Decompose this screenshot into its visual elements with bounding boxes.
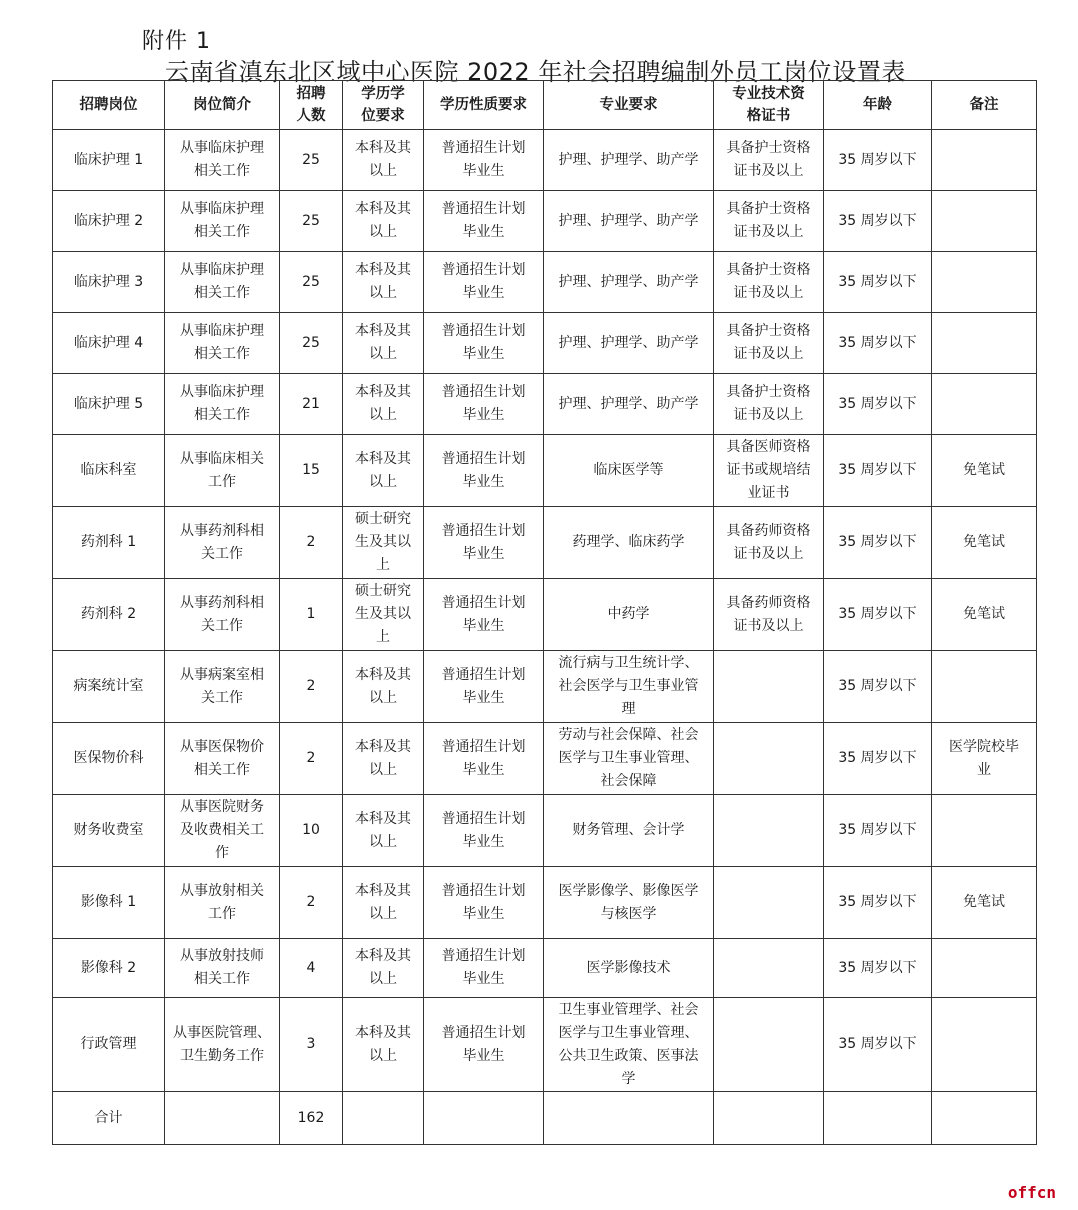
table-cell: 护理、护理学、助产学 <box>544 374 714 435</box>
table-cell: 普通招生计划 毕业生 <box>424 374 544 435</box>
table-cell <box>714 795 824 867</box>
table-cell: 本科及其 以上 <box>343 130 424 191</box>
table-cell <box>932 252 1037 313</box>
header-cell: 专业要求 <box>544 81 714 130</box>
table-cell: 从事临床护理 相关工作 <box>165 313 280 374</box>
table-cell: 从事临床护理 相关工作 <box>165 252 280 313</box>
table-cell: 普通招生计划 毕业生 <box>424 435 544 507</box>
table-row <box>53 939 1037 998</box>
table-cell: 本科及其 以上 <box>343 795 424 867</box>
table-cell: 临床护理 3 <box>53 252 165 313</box>
table-cell: 劳动与社会保障、社会 医学与卫生事业管理、 社会保障 <box>544 723 714 795</box>
table-cell: 具备护士资格 证书及以上 <box>714 252 824 313</box>
table-cell: 35 周岁以下 <box>824 130 932 191</box>
table-row <box>53 313 1037 374</box>
table-cell: 1 <box>280 579 343 651</box>
table-cell <box>932 374 1037 435</box>
table-cell: 25 <box>280 130 343 191</box>
table-row <box>53 867 1037 939</box>
table-cell: 普通招生计划 毕业生 <box>424 867 544 939</box>
table-cell <box>714 651 824 723</box>
table-cell: 财务管理、会计学 <box>544 795 714 867</box>
header-cell: 岗位简介 <box>165 81 280 130</box>
table-cell: 从事临床相关 工作 <box>165 435 280 507</box>
table-cell: 护理、护理学、助产学 <box>544 252 714 313</box>
watermark-logo: offcn <box>1007 1183 1056 1202</box>
table-cell: 护理、护理学、助产学 <box>544 191 714 252</box>
table-cell: 2 <box>280 651 343 723</box>
table-cell: 具备护士资格 证书及以上 <box>714 313 824 374</box>
table-cell: 本科及其 以上 <box>343 313 424 374</box>
table-cell: 临床科室 <box>53 435 165 507</box>
table-cell: 从事放射相关 工作 <box>165 867 280 939</box>
table-cell: 从事放射技师 相关工作 <box>165 939 280 998</box>
table-cell <box>932 651 1037 723</box>
header-cell: 专业技术资 格证书 <box>714 81 824 130</box>
table-row <box>53 507 1037 579</box>
table-cell: 护理、护理学、助产学 <box>544 313 714 374</box>
table-cell: 15 <box>280 435 343 507</box>
table-row <box>53 191 1037 252</box>
table-cell: 具备护士资格 证书及以上 <box>714 130 824 191</box>
table-cell: 从事药剂科相 关工作 <box>165 579 280 651</box>
table-row <box>53 579 1037 651</box>
table-row <box>53 795 1037 867</box>
header-cell: 招聘 人数 <box>280 81 343 130</box>
table-cell: 35 周岁以下 <box>824 313 932 374</box>
table-cell: 普通招生计划 毕业生 <box>424 795 544 867</box>
table-cell: 从事医保物价 相关工作 <box>165 723 280 795</box>
table-cell: 临床护理 2 <box>53 191 165 252</box>
header-cell: 备注 <box>932 81 1037 130</box>
table-cell <box>714 998 824 1092</box>
table-cell: 本科及其 以上 <box>343 867 424 939</box>
table-cell: 中药学 <box>544 579 714 651</box>
table-row <box>53 435 1037 507</box>
table-cell: 35 周岁以下 <box>824 723 932 795</box>
table-cell: 35 周岁以下 <box>824 435 932 507</box>
table-cell: 具备护士资格 证书及以上 <box>714 374 824 435</box>
table-cell: 普通招生计划 毕业生 <box>424 998 544 1092</box>
table-cell: 本科及其 以上 <box>343 435 424 507</box>
positions-table <box>52 80 1037 1145</box>
table-cell: 35 周岁以下 <box>824 998 932 1092</box>
table-cell <box>714 939 824 998</box>
table-cell: 卫生事业管理学、社会 医学与卫生事业管理、 公共卫生政策、医事法 学 <box>544 998 714 1092</box>
table-cell <box>932 1092 1037 1145</box>
table-cell: 普通招生计划 毕业生 <box>424 191 544 252</box>
table-cell: 合计 <box>53 1092 165 1145</box>
table-cell: 流行病与卫生统计学、 社会医学与卫生事业管 理 <box>544 651 714 723</box>
table-cell <box>424 1092 544 1145</box>
table-cell: 从事医院管理、 卫生勤务工作 <box>165 998 280 1092</box>
table-cell: 本科及其 以上 <box>343 374 424 435</box>
table-cell <box>932 998 1037 1092</box>
table-cell: 普通招生计划 毕业生 <box>424 130 544 191</box>
table-cell <box>544 1092 714 1145</box>
table-cell: 普通招生计划 毕业生 <box>424 313 544 374</box>
table-cell: 2 <box>280 723 343 795</box>
attachment-label: 附件 1 <box>142 29 211 54</box>
table-cell: 药理学、临床药学 <box>544 507 714 579</box>
table-cell: 本科及其 以上 <box>343 723 424 795</box>
table-row <box>53 252 1037 313</box>
table-cell: 35 周岁以下 <box>824 507 932 579</box>
table-cell: 35 周岁以下 <box>824 795 932 867</box>
table-cell: 35 周岁以下 <box>824 651 932 723</box>
table-cell <box>714 867 824 939</box>
table-cell: 本科及其 以上 <box>343 191 424 252</box>
table-cell: 具备护士资格 证书及以上 <box>714 191 824 252</box>
table-cell: 药剂科 1 <box>53 507 165 579</box>
table-cell: 影像科 1 <box>53 867 165 939</box>
table-cell <box>932 939 1037 998</box>
table-cell: 普通招生计划 毕业生 <box>424 723 544 795</box>
table-cell: 免笔试 <box>932 579 1037 651</box>
header-cell: 学历性质要求 <box>424 81 544 130</box>
table-cell: 财务收费室 <box>53 795 165 867</box>
table-cell: 从事药剂科相 关工作 <box>165 507 280 579</box>
table-cell: 从事临床护理 相关工作 <box>165 374 280 435</box>
table-row <box>53 374 1037 435</box>
table-cell <box>932 130 1037 191</box>
table-cell: 35 周岁以下 <box>824 191 932 252</box>
table-cell: 本科及其 以上 <box>343 651 424 723</box>
table-cell: 硕士研究 生及其以 上 <box>343 579 424 651</box>
table-cell: 从事临床护理 相关工作 <box>165 191 280 252</box>
table-cell <box>714 723 824 795</box>
table-cell <box>932 795 1037 867</box>
table-cell <box>932 313 1037 374</box>
header-cell: 招聘岗位 <box>53 81 165 130</box>
table-cell: 免笔试 <box>932 507 1037 579</box>
table-cell: 35 周岁以下 <box>824 374 932 435</box>
table-cell: 3 <box>280 998 343 1092</box>
header-cell: 年龄 <box>824 81 932 130</box>
table-cell <box>932 191 1037 252</box>
table-cell: 药剂科 2 <box>53 579 165 651</box>
table-cell: 具备药师资格 证书及以上 <box>714 579 824 651</box>
table-cell: 护理、护理学、助产学 <box>544 130 714 191</box>
table-cell: 162 <box>280 1092 343 1145</box>
table-cell: 病案统计室 <box>53 651 165 723</box>
table-cell: 25 <box>280 191 343 252</box>
table-cell: 具备药师资格 证书及以上 <box>714 507 824 579</box>
table-cell <box>824 1092 932 1145</box>
table-cell: 35 周岁以下 <box>824 867 932 939</box>
table-cell: 临床护理 5 <box>53 374 165 435</box>
table-cell: 本科及其 以上 <box>343 252 424 313</box>
table-cell: 35 周岁以下 <box>824 252 932 313</box>
table-cell: 具备医师资格 证书或规培结 业证书 <box>714 435 824 507</box>
table-cell: 免笔试 <box>932 867 1037 939</box>
table-header-row <box>53 81 1037 130</box>
table-cell: 临床护理 1 <box>53 130 165 191</box>
table-row <box>53 651 1037 723</box>
table-cell: 临床医学等 <box>544 435 714 507</box>
table-cell: 医学影像技术 <box>544 939 714 998</box>
table-cell: 普通招生计划 毕业生 <box>424 939 544 998</box>
table-cell: 从事临床护理 相关工作 <box>165 130 280 191</box>
table-cell: 从事病案室相 关工作 <box>165 651 280 723</box>
table-cell: 影像科 2 <box>53 939 165 998</box>
total-row <box>53 1092 1037 1145</box>
table-cell: 本科及其 以上 <box>343 998 424 1092</box>
table-cell: 25 <box>280 313 343 374</box>
table-cell: 2 <box>280 867 343 939</box>
table-row <box>53 723 1037 795</box>
table-cell: 4 <box>280 939 343 998</box>
header-cell: 学历学 位要求 <box>343 81 424 130</box>
table-cell: 25 <box>280 252 343 313</box>
table-cell: 35 周岁以下 <box>824 579 932 651</box>
table-cell: 临床护理 4 <box>53 313 165 374</box>
table-cell: 医学院校毕 业 <box>932 723 1037 795</box>
table-cell: 硕士研究 生及其以 上 <box>343 507 424 579</box>
table-cell <box>165 1092 280 1145</box>
table-cell: 2 <box>280 507 343 579</box>
table-cell <box>714 1092 824 1145</box>
table-cell: 本科及其 以上 <box>343 939 424 998</box>
table-cell: 35 周岁以下 <box>824 939 932 998</box>
table-cell: 从事医院财务 及收费相关工 作 <box>165 795 280 867</box>
table-cell: 免笔试 <box>932 435 1037 507</box>
table-cell: 普通招生计划 毕业生 <box>424 651 544 723</box>
table-cell: 21 <box>280 374 343 435</box>
table-cell: 行政管理 <box>53 998 165 1092</box>
table-cell: 医保物价科 <box>53 723 165 795</box>
table-cell: 普通招生计划 毕业生 <box>424 252 544 313</box>
table-cell: 10 <box>280 795 343 867</box>
table-cell <box>343 1092 424 1145</box>
page-title: 云南省滇东北区域中心医院 2022 年社会招聘编制外员工岗位设置表 <box>165 58 906 86</box>
table-cell: 医学影像学、影像医学 与核医学 <box>544 867 714 939</box>
table-row <box>53 998 1037 1092</box>
table-row <box>53 130 1037 191</box>
table-cell: 普通招生计划 毕业生 <box>424 579 544 651</box>
table-cell: 普通招生计划 毕业生 <box>424 507 544 579</box>
